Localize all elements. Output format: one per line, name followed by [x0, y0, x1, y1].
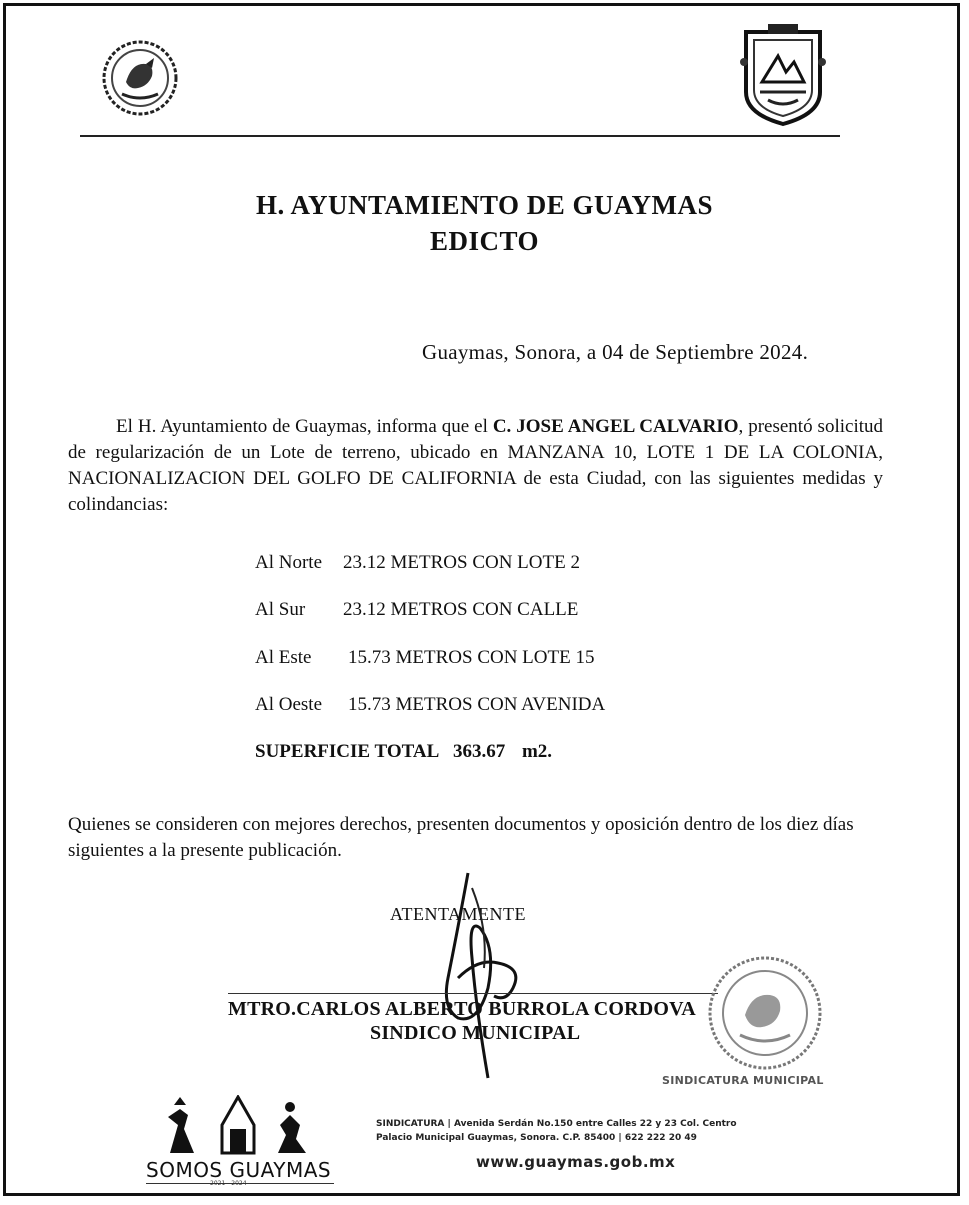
measure-direction: Al Este [255, 647, 312, 668]
signer-name: MTRO.CARLOS ALBERTO BURROLA CORDOVA [228, 998, 696, 1020]
handwritten-signature [428, 868, 538, 1083]
footer-address [376, 1117, 737, 1145]
document-subtitle: EDICTO [429, 226, 540, 256]
document-title: H. AYUNTAMIENTO DE GUAYMAS [255, 190, 714, 220]
applicant-name: C. JOSE ANGEL CALVARIO [492, 416, 739, 437]
somos-guaymas-logo-icon [160, 1095, 315, 1157]
measure-value: 23.12 METROS CON LOTE 2 [343, 552, 580, 573]
measure-row [255, 599, 578, 621]
measure-value: 15.73 METROS CON LOTE 15 [348, 647, 595, 668]
footer-address-line: Palacio Municipal Guaymas, Sonora. C.P. 85400 | 622 222 20 49 [376, 1133, 697, 1143]
closing-paragraph: Quienes se consideren con mejores derechos, presenten documentos y oposición dentro de los diez días siguientes a la presente publicación. [68, 814, 854, 861]
measure-value: 23.12 METROS CON CALLE [343, 599, 579, 620]
intro-text-continued: , presentó solicitud de regularización de un Lote de terreno, ubicado en MANZANA 10, LOTE 1 DE LA COLONIA, NACIONALIZACION DEL GOLFO DE CALIFORNIA de esta Ciudad, con las siguientes medidas y colindancias: [68, 416, 883, 515]
municipal-coat-of-arms-icon [738, 22, 828, 128]
brand-name: SOMOS GUAYMAS [146, 1158, 332, 1182]
salutation: ATENTAMENTE [390, 904, 527, 924]
national-seal-icon [96, 38, 184, 118]
footer-website: www.guaymas.gob.mx [476, 1153, 676, 1171]
header-rule [80, 135, 840, 137]
surface-total [255, 741, 552, 763]
measure-direction: Al Sur [255, 599, 306, 620]
official-stamp-icon [690, 955, 840, 1075]
footer-address-line: SINDICATURA | Avenida Serdán No.150 entre Calles 22 y 23 Col. Centro [376, 1119, 737, 1129]
signature-line [228, 993, 718, 994]
measure-row [255, 694, 605, 716]
measure-row [255, 552, 580, 574]
intro-text: El H. Ayuntamiento de Guaymas, informa que el [116, 416, 493, 437]
date-line: Guaymas, Sonora, a 04 de Septiembre 2024. [422, 340, 809, 364]
measure-row [255, 647, 594, 669]
measure-value: 15.73 METROS CON AVENIDA [348, 694, 606, 715]
surface-label: SUPERFICIE TOTAL [255, 741, 439, 762]
stamp-label: SINDICATURA MUNICIPAL [662, 1074, 824, 1087]
body-paragraph [68, 414, 883, 518]
measure-direction: Al Norte [255, 552, 323, 573]
measure-direction: Al Oeste [255, 694, 323, 715]
surface-unit: m2. [521, 741, 553, 762]
surface-value: 363.67 [452, 741, 506, 762]
signer-position: SINDICO MUNICIPAL [370, 1022, 581, 1044]
brand-years: 2021 - 2024 [210, 1180, 247, 1187]
